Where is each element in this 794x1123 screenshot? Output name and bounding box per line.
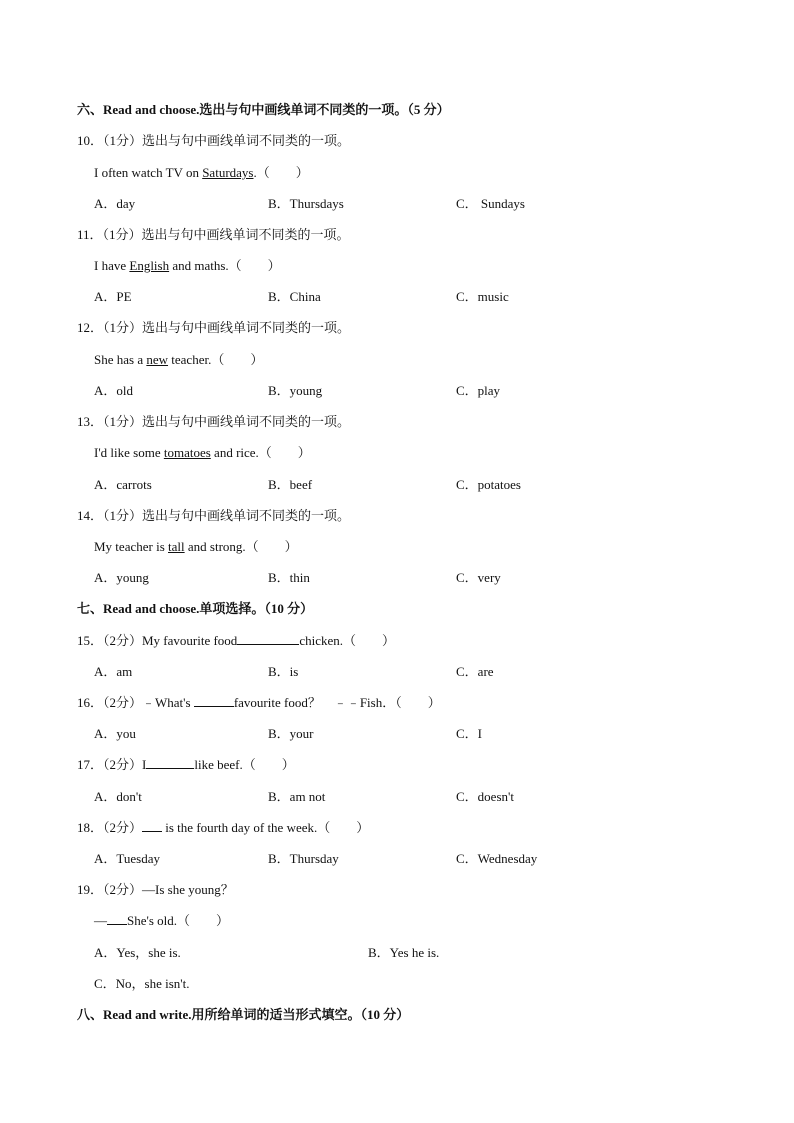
q15-answer-blank[interactable] xyxy=(237,632,299,645)
q10-option-c[interactable]: C． Sundays xyxy=(456,196,525,211)
q17-option-a[interactable]: A．don't xyxy=(94,789,142,804)
q14-underlined-word: tall xyxy=(168,539,185,554)
q14-option-c[interactable]: C．very xyxy=(456,570,501,585)
q10-option-b[interactable]: B．Thursdays xyxy=(268,196,344,211)
q18-stem-post: is the fourth day of the week.（ ） xyxy=(162,820,370,835)
q16-stem xyxy=(77,694,441,712)
q11-option-a[interactable]: A．PE xyxy=(94,289,132,304)
q14-sentence-post: and strong.（ ） xyxy=(184,539,298,554)
q12-underlined-word: new xyxy=(146,352,169,367)
q17-answer-blank[interactable] xyxy=(146,756,194,769)
q15-stem-post: chicken.（ ） xyxy=(299,633,395,648)
q19-option-a[interactable]: A．Yes，she is. xyxy=(94,945,181,960)
q12-sentence xyxy=(94,351,263,369)
q19-stem-post: She's old.（ ） xyxy=(127,913,230,928)
q16-option-c[interactable]: C．I xyxy=(456,726,483,741)
q16-option-a[interactable]: A．you xyxy=(94,726,136,741)
q19-option-c[interactable]: C．No，she isn't. xyxy=(94,976,190,991)
q11-underlined-word: English xyxy=(129,258,170,273)
q18-option-b[interactable]: B．Thursday xyxy=(268,851,339,866)
q13-sentence-pre: I'd like some xyxy=(94,445,164,460)
q18-option-c[interactable]: C．Wednesday xyxy=(456,851,538,866)
q18-stem xyxy=(77,819,369,837)
section-7-title: 七、Read and choose.单项选择。（10 分） xyxy=(77,601,314,616)
q12-sentence-pre: She has a xyxy=(94,352,147,367)
q11-sentence-post: and maths.（ ） xyxy=(169,258,281,273)
q14-option-b[interactable]: B．thin xyxy=(268,570,310,585)
q10-option-a[interactable]: A．day xyxy=(94,196,136,211)
q11-header: 11．（1分）选出与句中画线单词不同类的一项。 xyxy=(77,227,350,242)
q11-option-b[interactable]: B．China xyxy=(268,289,321,304)
q13-underlined-word: tomatoes xyxy=(163,445,211,460)
q16-option-b[interactable]: B．your xyxy=(268,726,314,741)
q17-stem-pre: 17．（2分）I xyxy=(77,757,147,772)
q19-answer-blank[interactable] xyxy=(107,912,127,925)
q17-option-b[interactable]: B．am not xyxy=(268,789,326,804)
q10-sentence-post: .（ ） xyxy=(253,165,309,180)
q10-underlined-word: Saturdays xyxy=(202,165,254,180)
q16-stem-post: favourite food？ ﹣﹣Fish．（ ） xyxy=(233,695,441,710)
q16-stem-pre: 16．（2分）﹣What's xyxy=(77,695,194,710)
q10-header: 10．（1分）选出与句中画线单词不同类的一项。 xyxy=(77,133,351,148)
q14-sentence-pre: My teacher is xyxy=(94,539,169,554)
q18-answer-blank[interactable] xyxy=(142,819,162,832)
q12-header: 12．（1分）选出与句中画线单词不同类的一项。 xyxy=(77,320,351,335)
q17-stem xyxy=(77,756,295,774)
q13-option-a[interactable]: A．carrots xyxy=(94,477,152,492)
q17-option-c[interactable]: C．doesn't xyxy=(456,789,514,804)
q11-option-c[interactable]: C．music xyxy=(456,289,509,304)
q12-option-c[interactable]: C．play xyxy=(456,383,501,398)
q15-option-a[interactable]: A．am xyxy=(94,664,133,679)
q12-sentence-post: teacher.（ ） xyxy=(168,352,264,367)
q13-option-c[interactable]: C．potatoes xyxy=(456,477,521,492)
q14-sentence xyxy=(94,538,298,556)
q13-sentence-post: and rice.（ ） xyxy=(210,445,311,460)
q14-option-a[interactable]: A．young xyxy=(94,570,149,585)
q13-option-b[interactable]: B．beef xyxy=(268,477,313,492)
q18-option-a[interactable]: A．Tuesday xyxy=(94,851,160,866)
q10-sentence-pre: I often watch TV on xyxy=(94,165,203,180)
q10-sentence xyxy=(94,164,309,182)
q18-stem-pre: 18．（2分） xyxy=(77,820,143,835)
q19-option-b[interactable]: B．Yes he is. xyxy=(368,945,440,960)
q13-sentence xyxy=(94,444,311,462)
q19-stem xyxy=(94,912,229,930)
q15-stem xyxy=(77,632,395,650)
q16-answer-blank[interactable] xyxy=(194,694,234,707)
q12-option-b[interactable]: B．young xyxy=(268,383,323,398)
q15-option-b[interactable]: B．is xyxy=(268,664,299,679)
q19-header: 19．（2分）—Is she young？ xyxy=(77,882,234,897)
q11-sentence xyxy=(94,257,281,275)
section-8-title: 八、Read and write.用所给单词的适当形式填空。（10 分） xyxy=(77,1007,410,1022)
q12-option-a[interactable]: A．old xyxy=(94,383,134,398)
q17-stem-post: like beef.（ ） xyxy=(194,757,295,772)
q14-header: 14．（1分）选出与句中画线单词不同类的一项。 xyxy=(77,508,351,523)
q13-header: 13．（1分）选出与句中画线单词不同类的一项。 xyxy=(77,414,351,429)
q19-stem-pre: — xyxy=(94,913,107,928)
section-6-title: 六、Read and choose.选出与句中画线单词不同类的一项。（5 分） xyxy=(77,102,450,117)
q15-stem-pre: 15．（2分）My favourite food xyxy=(77,633,238,648)
q15-option-c[interactable]: C．are xyxy=(456,664,494,679)
q11-sentence-pre: I have xyxy=(94,258,130,273)
